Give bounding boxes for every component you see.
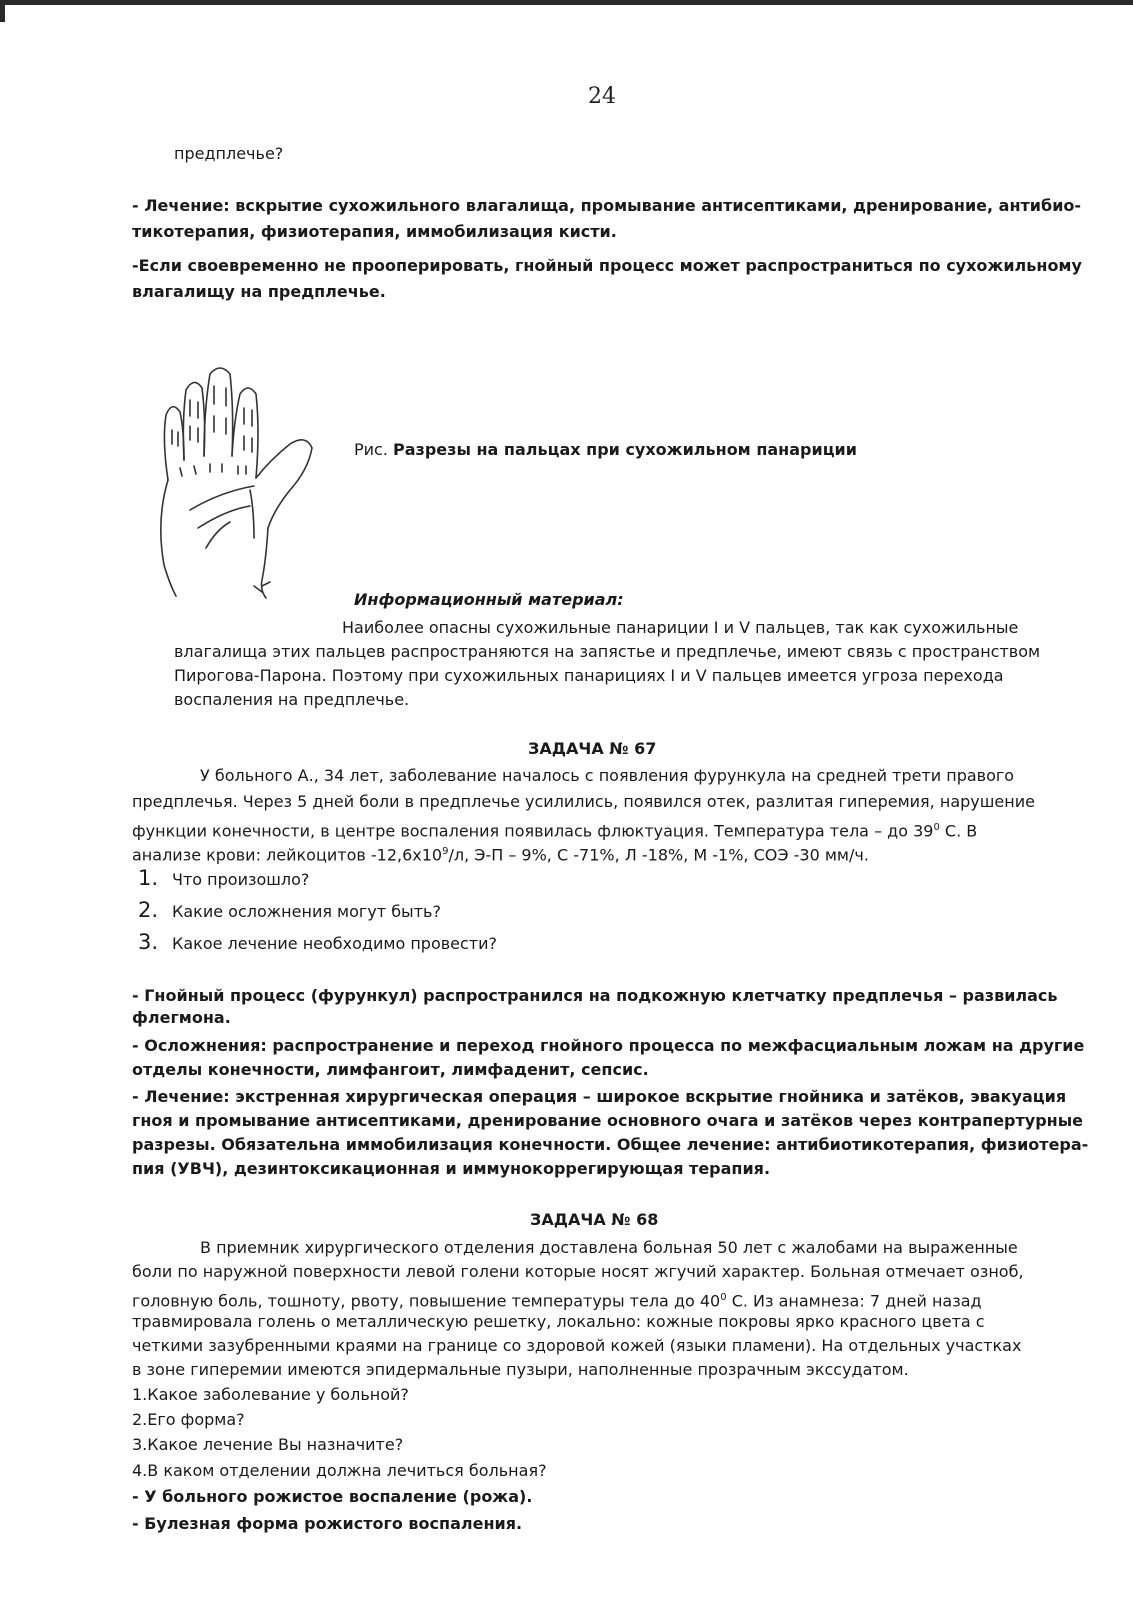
task68-question-2: 2.Его форма? xyxy=(132,1410,245,1429)
hand-palm-sketch-icon xyxy=(150,360,340,610)
task68-question-1: 1.Какое заболевание у больной? xyxy=(132,1385,409,1404)
task67-treatment-line-4: пия (УВЧ), дезинтоксикационная и иммунокоррегирующая терапия. xyxy=(132,1159,771,1178)
task67-complications-line-2: отделы конечности, лимфангоит, лимфаденит, сепсис. xyxy=(132,1060,649,1079)
task68-text-line-3: головную боль, тошноту, рвоту, повышение температуры тела до $40^0$ С. Из анамнеза: 7 дней назад xyxy=(132,1291,982,1311)
task67-answer-line-2: флегмона. xyxy=(132,1008,231,1027)
task67-text-line-3: функции конечности, в центре воспаления появилась флюктуация. Температура тела – до $39^0$ С. В xyxy=(132,821,978,841)
info-heading: Информационный материал: xyxy=(354,590,624,609)
figure-caption xyxy=(354,440,857,460)
info-line-3: Пирогова-Парона. Поэтому при сухожильных панарициях I и V пальцев имеется угроза перехода xyxy=(174,666,1004,685)
page-number: 24 xyxy=(588,84,616,109)
info-line-1: Наиболее опасны сухожильные панариции I и V пальцев, так как сухожильные xyxy=(342,618,1019,637)
task68-question-4: 4.В каком отделении должна лечиться больная? xyxy=(132,1461,547,1480)
task67-complications-line-1: - Осложнения: распространение и переход гнойного процесса по межфасциальным ложам на другие xyxy=(132,1036,1085,1055)
task68-title: ЗАДАЧА № 68 xyxy=(530,1210,659,1229)
prev-treatment-line-1: - Лечение: вскрытие сухожильного влагалища, промывание антисептиками, дренирование, антибио- xyxy=(132,196,1082,215)
task68-text-line-2: боли по наружной поверхности левой голени которые носят жгучий характер. Больная отмечает озноб, xyxy=(132,1262,1024,1281)
figure-caption-text: Разрезы на пальцах при сухожильном панариции xyxy=(393,440,857,459)
info-line-2: влагалища этих пальцев распространяются на запястье и предплечье, имеют связь с пространством xyxy=(174,642,1041,661)
page-corner-mark xyxy=(0,0,5,22)
task68-text-line-1: В приемник хирургического отделения доставлена больная 50 лет с жалобами на выраженные xyxy=(200,1238,1018,1257)
intro-line: предплечье? xyxy=(174,144,284,163)
task67-treatment-line-1: - Лечение: экстренная хирургическая операция – широкое вскрытие гнойника и затёков, эвакуация xyxy=(132,1087,1067,1106)
task67-text-line-1: У больного А., 34 лет, заболевание началось с появления фурункула на средней трети правого xyxy=(200,766,1015,785)
task67-treatment-line-3: разрезы. Обязательна иммобилизация конечности. Общее лечение: антибиотикотерапия, физиотера- xyxy=(132,1135,1089,1154)
task68-text-line-6: в зоне гиперемии имеются эпидермальные пузыри, наполненные прозрачным экссудатом. xyxy=(132,1360,909,1379)
prev-treatment-line-2: тикотерапия, физиотерапия, иммобилизация кисти. xyxy=(132,222,617,241)
prev-risk-line-1: -Если своевременно не прооперировать, гнойный процесс может распространиться по сухожильному xyxy=(132,256,1082,275)
task67-title: ЗАДАЧА № 67 xyxy=(528,739,657,758)
task68-text-line-5: четкими зазубренными краями на границе со здоровой кожей (языки пламени). На отдельных участках xyxy=(132,1336,1022,1355)
task67-question-3: 3. Какое лечение необходимо провести? xyxy=(138,930,498,954)
task68-answer-1: - У больного рожистое воспаление (рожа). xyxy=(132,1487,533,1506)
info-line-4: воспаления на предплечье. xyxy=(174,690,410,709)
task67-question-2: 2. Какие осложнения могут быть? xyxy=(138,898,441,922)
task68-question-3: 3.Какое лечение Вы назначите? xyxy=(132,1435,404,1454)
figure-caption-prefix: Рис. xyxy=(354,440,388,459)
prev-risk-line-2: влагалищу на предплечье. xyxy=(132,282,386,301)
task67-text-line-2: предплечья. Через 5 дней боли в предплечье усилились, появился отек, разлитая гиперемия, нарушение xyxy=(132,792,1035,811)
task67-answer-line-1: - Гнойный процесс (фурункул) распространился на подкожную клетчатку предплечья – развилась xyxy=(132,986,1058,1005)
page-top-border xyxy=(0,0,1133,5)
task67-text-line-4: анализе крови: лейкоцитов $-12,6х10^9/л$, Э-П – 9%, С -71%, Л -18%, М -1%, СОЭ -30 мм/ч. xyxy=(132,845,869,865)
task68-text-line-4: травмировала голень о металлическую решетку, локально: кожные покровы ярко красного цвета с xyxy=(132,1312,985,1331)
task67-treatment-line-2: гноя и промывание антисептиками, дренирование основного очага и затёков через контрапертурные xyxy=(132,1111,1084,1130)
task67-question-1: 1. Что произошло? xyxy=(138,866,310,890)
task68-answer-2: - Булезная форма рожистого воспаления. xyxy=(132,1514,523,1533)
